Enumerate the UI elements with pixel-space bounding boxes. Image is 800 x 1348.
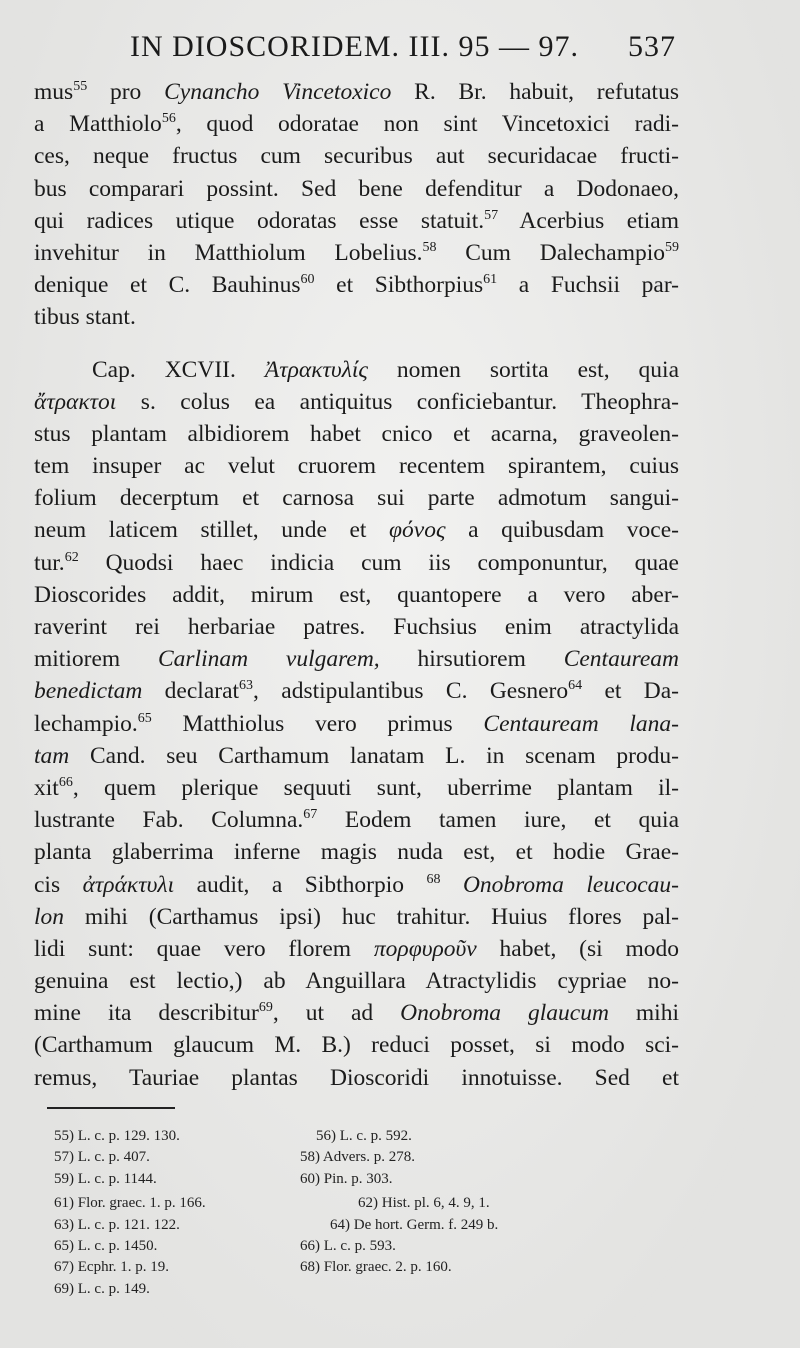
- text-line: tam Cand. seu Carthamum lanatam L. in scenam produ-: [34, 742, 679, 769]
- footnote-row: [40, 1128, 680, 1149]
- footnote: 68) Flor. graec. 2. p. 160.: [300, 1259, 452, 1276]
- text-line: a Matthiolo$^{56}$, quod odoratae non sint Vincetoxici radi-: [34, 111, 679, 138]
- text-line: tem insuper ac velut cruorem recentem spirantem, cuius: [34, 453, 679, 480]
- text-line: planta glaberrima inferne magis nuda est, et hodie Grae-: [34, 839, 679, 866]
- text-line: qui radices utique odoratas esse statuit.$^{57}$ Acerbius etiam: [34, 207, 679, 234]
- text-line: neum laticem stillet, unde et φόνος a quibusdam voce-: [34, 517, 679, 544]
- text-line: Dioscorides addit, mirum est, quantopere a vero aber-: [34, 581, 679, 608]
- main-text: [34, 76, 679, 1094]
- footnote: 62) Hist. pl. 6, 4. 9, 1.: [358, 1195, 490, 1212]
- footnote: 59) L. c. p. 1144.: [54, 1170, 157, 1187]
- text-line: raverint rei herbariae patres. Fuchsius enim atractylida: [34, 614, 679, 640]
- footnote: 69) L. c. p. 149.: [54, 1280, 150, 1297]
- text-line: mitiorem Carlinam vulgarem, hirsutiorem Centauream: [34, 646, 679, 673]
- text-line: mine ita describitur$^{69}$, ut ad Onobroma glaucum mihi: [34, 1000, 679, 1027]
- footnote: 56) L. c. p. 592.: [316, 1128, 412, 1144]
- footnote: 67) Ecphr. 1. p. 19.: [54, 1259, 169, 1276]
- text-line: lechampio.$^{65}$ Matthiolus vero primus Centauream lana-: [34, 710, 679, 737]
- text-line: stus plantam albidiorem habet cnico et acarna, graveolen-: [34, 420, 679, 447]
- footnote-row: [40, 1195, 680, 1216]
- page-number: 537: [628, 30, 676, 63]
- footnote: 66) L. c. p. 593.: [300, 1237, 396, 1254]
- footnote-rule: [47, 1107, 175, 1109]
- footnote-row: [40, 1171, 680, 1192]
- footnote-row: [40, 1259, 680, 1280]
- text-line: remus, Tauriae plantas Dioscoridi innotuisse. Sed et: [34, 1064, 679, 1091]
- text-line: genuina est lectio,) ab Anguillara Atractylidis cypriae no-: [34, 968, 679, 995]
- footnote: 63) L. c. p. 121. 122.: [54, 1216, 180, 1233]
- text-line: cis ἀτράκτυλι audit, a Sibthorpio $^{68}$ Onobroma leucocau-: [34, 871, 679, 898]
- text-line: tibus stant.: [34, 304, 136, 331]
- text-line: folium decerptum et carnosa sui parte admotum sangui-: [34, 485, 679, 512]
- text-line: tur.$^{62}$ Quodsi haec indicia cum iis componuntur, quae: [34, 549, 679, 576]
- footnote-row: [40, 1281, 680, 1302]
- footnote: 60) Pin. p. 303.: [300, 1170, 393, 1187]
- text-line: xit$^{66}$, quem plerique sequuti sunt, uberrime plantam il-: [34, 774, 679, 801]
- text-line: denique et C. Bauhinus$^{60}$ et Sibthorpius$^{61}$ a Fuchsii par-: [34, 272, 679, 299]
- footnote-row: [40, 1217, 680, 1238]
- footnote-row: [40, 1238, 680, 1259]
- footnote-row: [40, 1149, 680, 1170]
- running-title: IN DIOSCORIDEM. III. 95 — 97.: [130, 30, 579, 63]
- footnote: 61) Flor. graec. 1. p. 166.: [54, 1195, 206, 1212]
- footnote: 57) L. c. p. 407.: [54, 1149, 150, 1166]
- text-line: lon mihi (Carthamus ipsi) huc trahitur. Huius flores pal-: [34, 903, 679, 930]
- text-line: lustrante Fab. Columna.$^{67}$ Eodem tamen iure, et quia: [34, 807, 679, 834]
- running-header: [0, 30, 800, 70]
- footnote: 65) L. c. p. 1450.: [54, 1237, 158, 1254]
- footnotes: [40, 1128, 680, 1302]
- text-line: mus$^{55}$ pro Cynancho Vincetoxico R. Br. habuit, refutatus: [34, 79, 679, 105]
- text-line: ἄτρακτοι s. colus ea antiquitus conficiebantur. Theophra-: [34, 388, 679, 415]
- footnote: 58) Advers. p. 278.: [300, 1149, 415, 1166]
- text-line: Cap. XCVII. Ἀτρακτυλίς nomen sortita est, quia: [92, 356, 679, 383]
- text-line: benedictam declarat$^{63}$, adstipulantibus C. Gesnero$^{64}$ et Da-: [34, 678, 679, 705]
- text-line: invehitur in Matthiolum Lobelius.$^{58}$ Cum Dalechampio$^{59}$: [34, 239, 679, 266]
- text-line: ces, neque fructus cum securibus aut securidacae fructi-: [34, 143, 679, 170]
- footnote: 64) De hort. Germ. f. 249 b.: [330, 1216, 499, 1233]
- text-line: bus comparari possint. Sed bene defenditur a Dodonaeo,: [34, 175, 679, 202]
- text-line: lidi sunt: quae vero florem πορφυροῦν habet, (si modo: [34, 935, 679, 962]
- text-line: (Carthamum glaucum M. B.) reduci posset, si modo sci-: [34, 1032, 679, 1059]
- footnote: 55) L. c. p. 129. 130.: [54, 1128, 180, 1144]
